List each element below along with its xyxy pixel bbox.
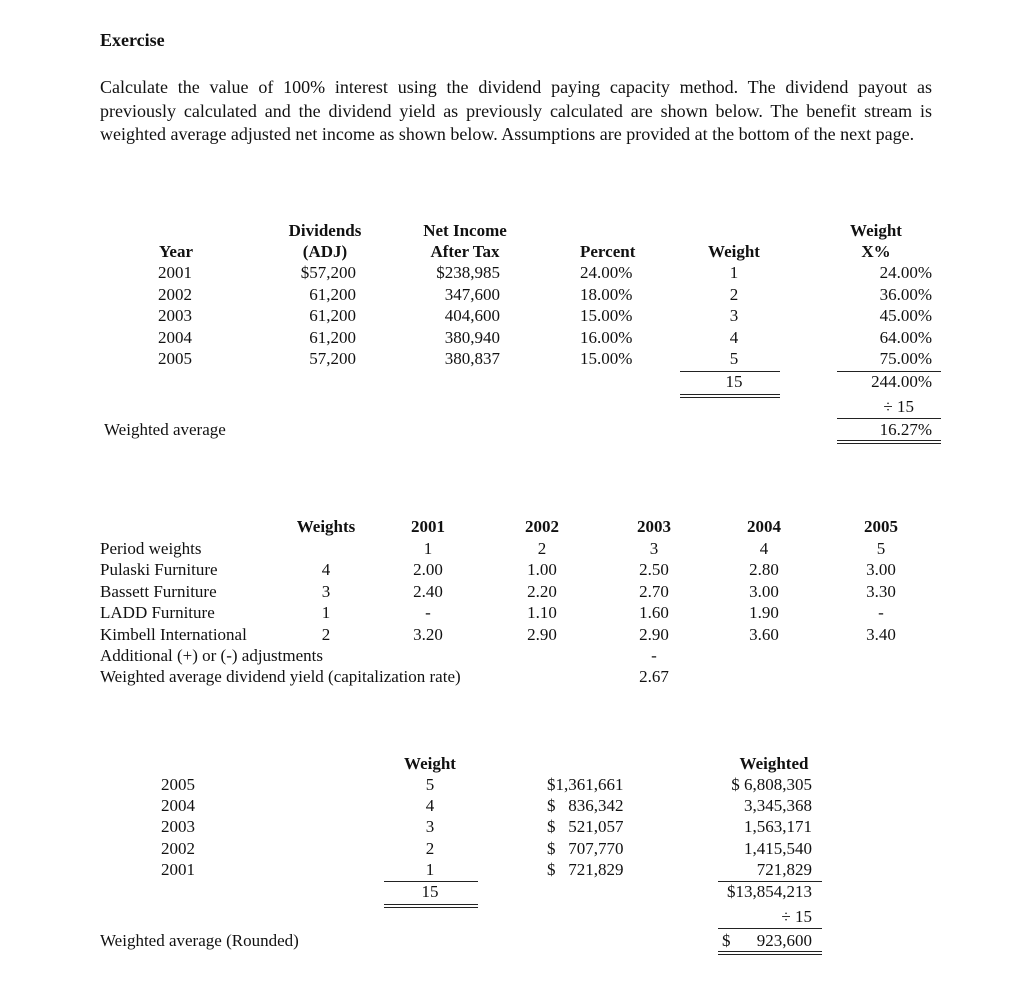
payout-header-dividends-adj: (ADJ) [302, 242, 348, 261]
income-divisor-rule [718, 928, 822, 929]
exercise-title: Exercise [100, 30, 165, 50]
yield-2004: 2.80 [749, 560, 779, 579]
yield-header-weights: Weights [296, 517, 356, 536]
payout-year: 2001 [158, 263, 192, 282]
income-weighted: 1,563,171 [744, 817, 812, 836]
yield-row-label: Bassett Furniture [100, 582, 217, 601]
yield-2005: 5 [876, 539, 886, 558]
income-weight-total: 15 [421, 882, 439, 901]
payout-net-income: 380,837 [444, 349, 500, 368]
income-weighted: 3,345,368 [744, 796, 812, 815]
cap-rate-value: 2.67 [639, 667, 669, 686]
average-double-rule [837, 440, 941, 444]
payout-weight-total: 15 [725, 372, 743, 391]
payout-header-dividends: Dividends [288, 221, 362, 240]
yield-2003: 2.50 [639, 560, 669, 579]
payout-dividends: 61,200 [309, 285, 356, 304]
payout-header-after-tax: After Tax [430, 242, 500, 261]
yield-2003: 2.70 [639, 582, 669, 601]
payout-weighted: 45.00% [879, 306, 932, 325]
payout-header-weight: Weight [708, 242, 760, 261]
yield-row-label: Kimbell International [100, 625, 247, 644]
yield-row-weight: 3 [321, 582, 331, 601]
payout-weight: 1 [729, 263, 739, 282]
yield-2004: 3.60 [749, 625, 779, 644]
yield-row-label: Period weights [100, 539, 202, 558]
payout-dividends: 61,200 [309, 306, 356, 325]
payout-header-net-income: Net Income [423, 221, 507, 240]
yield-2005: 3.30 [866, 582, 896, 601]
yield-2001: 2.40 [413, 582, 443, 601]
yield-row-label: Pulaski Furniture [100, 560, 218, 579]
income-weight: 1 [425, 860, 435, 879]
income-weighted: 1,415,540 [744, 839, 812, 858]
yield-header-2001: 2001 [411, 517, 445, 536]
intro-paragraph: Calculate the value of 100% interest using the dividend paying capacity method. The dividend payout as previously calculated and the dividend yield as previously calculated are shown below. The benefit stream is weighted average adjusted net income as shown below. Assumptions are provided at the bottom of the next page. [100, 77, 932, 144]
yield-2002: 2.90 [527, 625, 557, 644]
payout-weighted: 75.00% [879, 349, 932, 368]
income-amount: $ 707,770 [547, 839, 624, 858]
yield-2001: 2.00 [413, 560, 443, 579]
payout-weight: 3 [729, 306, 739, 325]
income-weighted: $ 6,808,305 [731, 775, 812, 794]
income-year: 2001 [161, 860, 195, 879]
yield-header-2002: 2002 [525, 517, 559, 536]
income-average-label: Weighted average (Rounded) [100, 931, 299, 950]
payout-header-year: Year [159, 242, 193, 261]
income-weighted: 721,829 [756, 860, 812, 879]
yield-2005: 3.00 [866, 560, 896, 579]
yield-2004: 3.00 [749, 582, 779, 601]
income-amount: $1,361,661 [547, 775, 624, 794]
income-amount: $ 721,829 [547, 860, 624, 879]
adjustments-value: - [651, 646, 657, 665]
payout-year: 2005 [158, 349, 192, 368]
payout-header-percent: Percent [580, 242, 636, 261]
payout-weight: 4 [729, 328, 739, 347]
yield-2004: 1.90 [749, 603, 779, 622]
yield-row-weight: 4 [321, 560, 331, 579]
payout-dividends: 61,200 [309, 328, 356, 347]
income-year: 2002 [161, 839, 195, 858]
yield-row-weight: 1 [321, 603, 331, 622]
payout-net-income: 404,600 [444, 306, 500, 325]
divisor-rule [837, 418, 941, 419]
yield-2002: 2.20 [527, 582, 557, 601]
income-year: 2005 [161, 775, 195, 794]
weighted-average-label: Weighted average [104, 420, 226, 439]
yield-2001: 1 [423, 539, 433, 558]
income-average-double-rule [718, 951, 822, 955]
yield-2003: 2.90 [639, 625, 669, 644]
payout-divisor: ÷ 15 [883, 397, 914, 416]
payout-net-income: 380,940 [444, 328, 500, 347]
yield-2001: - [425, 603, 431, 622]
payout-weight: 5 [729, 349, 739, 368]
income-weight: 5 [425, 775, 435, 794]
payout-weighted: 64.00% [879, 328, 932, 347]
payout-percent: 18.00% [580, 285, 633, 304]
income-weight: 4 [425, 796, 435, 815]
payout-dividends: 57,200 [309, 349, 356, 368]
weight-total-double-rule [680, 394, 780, 398]
payout-header-weight-x: Weight [850, 221, 902, 240]
payout-year: 2003 [158, 306, 192, 325]
income-weight: 2 [425, 839, 435, 858]
yield-header-2003: 2003 [637, 517, 671, 536]
payout-net-income: $238,985 [436, 263, 500, 282]
adjustments-label: Additional (+) or (-) adjustments [100, 646, 323, 665]
income-average-currency: $ [722, 931, 731, 950]
income-amount: $ 836,342 [547, 796, 624, 815]
yield-2003: 1.60 [639, 603, 669, 622]
income-header-weighted: Weighted [739, 754, 809, 773]
payout-weighted-average: 16.27% [879, 420, 932, 439]
yield-header-2005: 2005 [864, 517, 898, 536]
income-year: 2004 [161, 796, 195, 815]
payout-weighted-total: 244.00% [871, 372, 932, 391]
income-average-value: 923,600 [756, 931, 812, 950]
yield-header-2004: 2004 [747, 517, 781, 536]
yield-2002: 1.10 [527, 603, 557, 622]
cap-rate-label: Weighted average dividend yield (capitalization rate) [100, 667, 461, 686]
payout-header-weight-x-pct: X% [861, 242, 891, 261]
yield-2003: 3 [649, 539, 659, 558]
payout-year: 2004 [158, 328, 192, 347]
income-divisor: ÷ 15 [781, 907, 812, 926]
income-amount: $ 521,057 [547, 817, 624, 836]
payout-weighted: 24.00% [879, 263, 932, 282]
payout-percent: 16.00% [580, 328, 633, 347]
income-weight-double-rule [384, 904, 478, 908]
payout-percent: 15.00% [580, 349, 633, 368]
yield-2005: 3.40 [866, 625, 896, 644]
income-weighted-total: $13,854,213 [727, 882, 812, 901]
payout-year: 2002 [158, 285, 192, 304]
yield-2002: 2 [537, 539, 547, 558]
yield-row-label: LADD Furniture [100, 603, 215, 622]
yield-row-weight: 2 [321, 625, 331, 644]
payout-percent: 15.00% [580, 306, 633, 325]
payout-dividends: $57,200 [300, 263, 356, 282]
payout-weighted: 36.00% [879, 285, 932, 304]
yield-2001: 3.20 [413, 625, 443, 644]
payout-weight: 2 [729, 285, 739, 304]
yield-2004: 4 [759, 539, 769, 558]
yield-2005: - [878, 603, 884, 622]
yield-2002: 1.00 [527, 560, 557, 579]
income-weight: 3 [425, 817, 435, 836]
payout-net-income: 347,600 [444, 285, 500, 304]
income-year: 2003 [161, 817, 195, 836]
income-header-weight: Weight [404, 754, 456, 773]
payout-percent: 24.00% [580, 263, 633, 282]
